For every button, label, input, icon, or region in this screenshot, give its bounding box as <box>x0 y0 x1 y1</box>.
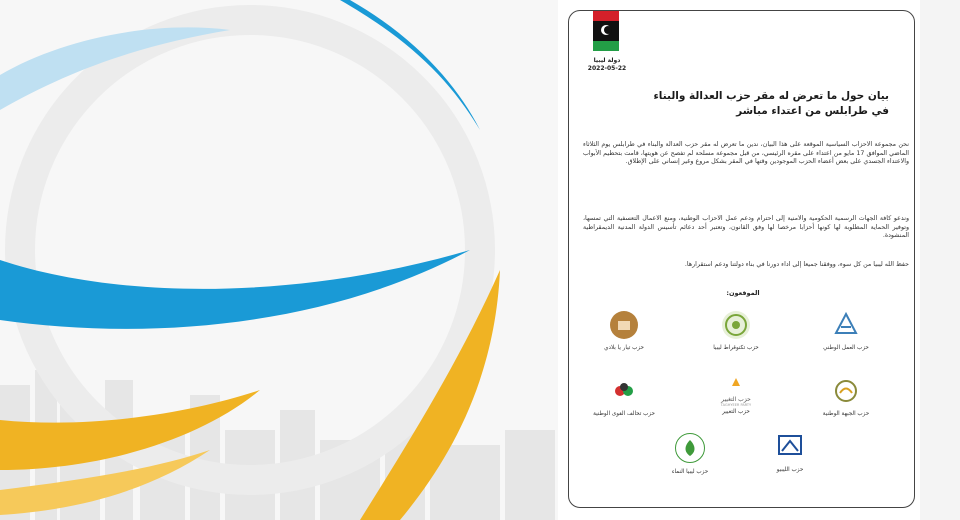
taghyeer-logo-text-en: TAGHYEER PARTY <box>720 403 752 407</box>
party-name: حزب الليبيو <box>776 467 804 473</box>
statement-document <box>568 10 915 508</box>
party-emblem-icon <box>610 311 638 339</box>
party-name: حزب العمل الوطني <box>823 345 869 351</box>
statement-paragraph-1: نحن مجموعة الأحزاب السياسية الموقعة على هذا البيان، ندين ما تعرض له مقر حزب العدالة والبناء في طرابلس يوم الثلاثاء الماضي الموافق 17 مايو من اعتداء على مقره الرئيسي، من قبل مجموعة مسلحة لم تفصح عن هويتها، قامت بتحطيم الأبواب والاعتداء الجسدي على بعض أعضاء الحزب الموجودين وقتها في المقر بشكل مروع وغير إنساني على الإطلاق. <box>583 141 909 166</box>
state-name: دولة ليبيا <box>593 57 621 64</box>
statement-date: 2022-05-22 <box>587 65 627 72</box>
state-header <box>583 57 631 73</box>
party-emblem-icon <box>714 377 758 407</box>
libya-flag-icon <box>593 11 619 53</box>
party-emblem-icon <box>675 433 705 463</box>
party-signature <box>645 433 735 475</box>
party-name: حزب تكنوقراط ليبيا <box>713 345 759 351</box>
statement-title <box>589 89 889 119</box>
party-name: حزب التغيير <box>722 409 750 415</box>
party-name: حزب تيار يا بلادي <box>604 345 644 351</box>
party-signature <box>691 377 781 415</box>
party-emblem-icon <box>776 433 804 461</box>
party-signature <box>579 311 669 351</box>
party-emblem-icon <box>610 377 638 405</box>
party-emblem-icon <box>722 311 750 339</box>
party-signature <box>801 311 891 351</box>
party-emblem-icon <box>832 377 860 405</box>
statement-paragraph-2: وندعو كافة الجهات الرسمية الحكومية والأمنية إلى احترام ودعم عمل الأحزاب الوطنية، ومنع الأعمال التعسفية التي تمسها، وتوفير الحماية المطلوبة لها كونها أحزابا مرخصا لها وفق القانون، وتعتبر أحد دعائم تأسيس الدولة المدنية الديمقراطية المنشودة. <box>583 215 909 240</box>
party-name: حزب ليبيا النماء <box>671 469 709 475</box>
statement-paragraph-3: حفظ الله ليبيا من كل سوء، ووفقنا جميعا إلى أداء دورنا في بناء دولتنا ودعم استقرارها. <box>684 261 909 268</box>
party-signature <box>579 377 669 417</box>
party-signature <box>745 433 835 473</box>
taghyeer-logo-text: حزب التغيير <box>721 396 751 403</box>
party-name: حزب الجبهة الوطنية <box>822 411 870 417</box>
title-line-1: بيان حول ما تعرض له مقر حزب العدالة والبناء <box>653 90 889 102</box>
title-line-2: في طرابلس من اعتداء مباشر <box>736 105 889 117</box>
party-name: حزب تحالف القوى الوطنية <box>593 411 655 417</box>
party-signature <box>691 311 781 351</box>
party-emblem-icon <box>832 311 860 339</box>
party-signature <box>801 377 891 417</box>
signers-heading: الموقعون: <box>726 289 760 297</box>
